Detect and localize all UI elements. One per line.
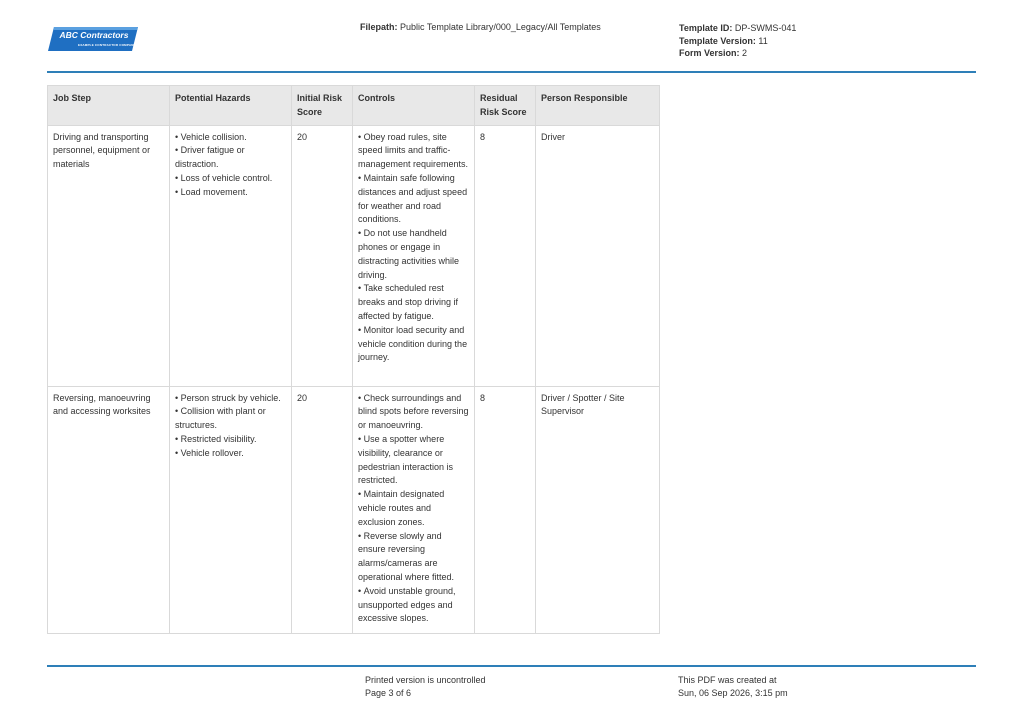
job-step-cell: Reversing, manoeuvring and accessing worksites: [48, 386, 170, 633]
hazard-item: • Load movement.: [175, 186, 286, 200]
table-row: [48, 125, 660, 386]
control-item: • Maintain safe following distances and adjust speed for weather and road conditions.: [358, 172, 469, 227]
table-header-row: [48, 86, 660, 126]
hazards-cell: [170, 386, 292, 633]
control-item: • Use a spotter where visibility, clearance or pedestrian interaction is restricted.: [358, 433, 469, 488]
hazard-item: • Vehicle rollover.: [175, 447, 286, 461]
table-row: [48, 386, 660, 633]
initial-risk-cell: 20: [292, 125, 353, 386]
template-version: [679, 35, 796, 48]
page-number: Page 3 of 6: [365, 687, 412, 698]
hazard-item: • Restricted visibility.: [175, 433, 286, 447]
form-version: [679, 47, 796, 60]
control-item: • Obey road rules, site speed limits and traffic-management requirements.: [358, 131, 469, 172]
template-id-label: Template ID:: [679, 23, 733, 33]
person-cell: Driver / Spotter / Site Supervisor: [536, 386, 660, 633]
hazard-item: • Collision with plant or structures.: [175, 405, 286, 433]
footer-right: [678, 674, 788, 699]
footer-center: [365, 674, 486, 699]
header-divider: [47, 71, 976, 73]
column-header-person: Person Responsible: [536, 86, 660, 126]
controls-cell: [353, 125, 475, 386]
person-cell: Driver: [536, 125, 660, 386]
hazard-item: • Loss of vehicle control.: [175, 172, 286, 186]
control-item: • Maintain designated vehicle routes and exclusion zones.: [358, 488, 469, 529]
column-header-controls: Controls: [353, 86, 475, 126]
controls-cell: [353, 386, 475, 633]
hazards-cell: [170, 125, 292, 386]
filepath: [360, 22, 601, 32]
created-date: Sun, 06 Sep 2026, 3:15 pm: [678, 687, 788, 698]
form-version-value: 2: [742, 48, 748, 58]
form-version-label: Form Version:: [679, 48, 740, 58]
control-item: • Check surroundings and blind spots before reversing or manoeuvring.: [358, 392, 469, 433]
template-version-value: 11: [758, 35, 768, 46]
job-step-cell: Driving and transporting personnel, equipment or materials: [48, 125, 170, 386]
logo-subtitle: EXAMPLE CONTRACTOR COMPANY: [78, 43, 136, 47]
column-header-job-step: Job Step: [48, 86, 170, 126]
hazard-item: • Person struck by vehicle.: [175, 392, 286, 406]
control-item: • Avoid unstable ground, unsupported edges and excessive slopes.: [358, 585, 469, 626]
residual-risk-cell: 8: [475, 125, 536, 386]
company-logo: [48, 26, 138, 52]
filepath-label: Filepath:: [360, 22, 398, 32]
uncontrolled-notice: Printed version is uncontrolled: [365, 675, 486, 685]
column-header-residual-risk: Residual Risk Score: [475, 86, 536, 126]
template-id: [679, 22, 796, 35]
template-id-value: DP-SWMS-041: [734, 23, 797, 33]
control-item: • Do not use handheld phones or engage in distracting activities while driving.: [358, 227, 469, 282]
template-meta: [679, 22, 796, 60]
column-header-initial-risk: Initial Risk Score: [292, 86, 353, 126]
control-item: • Take scheduled rest breaks and stop driving if affected by fatigue.: [358, 282, 469, 323]
control-item: • Monitor load security and vehicle condition during the journey.: [358, 324, 469, 365]
hazard-item: • Vehicle collision.: [175, 131, 286, 145]
initial-risk-cell: 20: [292, 386, 353, 633]
hazard-item: • Driver fatigue or distraction.: [175, 144, 286, 172]
residual-risk-cell: 8: [475, 386, 536, 633]
filepath-value: Public Template Library/000_Legacy/All Templates: [400, 22, 601, 32]
logo-title: ABC Contractors: [59, 30, 129, 40]
column-header-hazards: Potential Hazards: [170, 86, 292, 126]
control-item: • Reverse slowly and ensure reversing alarms/cameras are operational where fitted.: [358, 530, 469, 585]
footer-divider: [47, 665, 976, 667]
swms-table: [47, 85, 660, 634]
created-label: This PDF was created at: [678, 675, 777, 685]
template-version-label: Template Version:: [679, 35, 756, 46]
